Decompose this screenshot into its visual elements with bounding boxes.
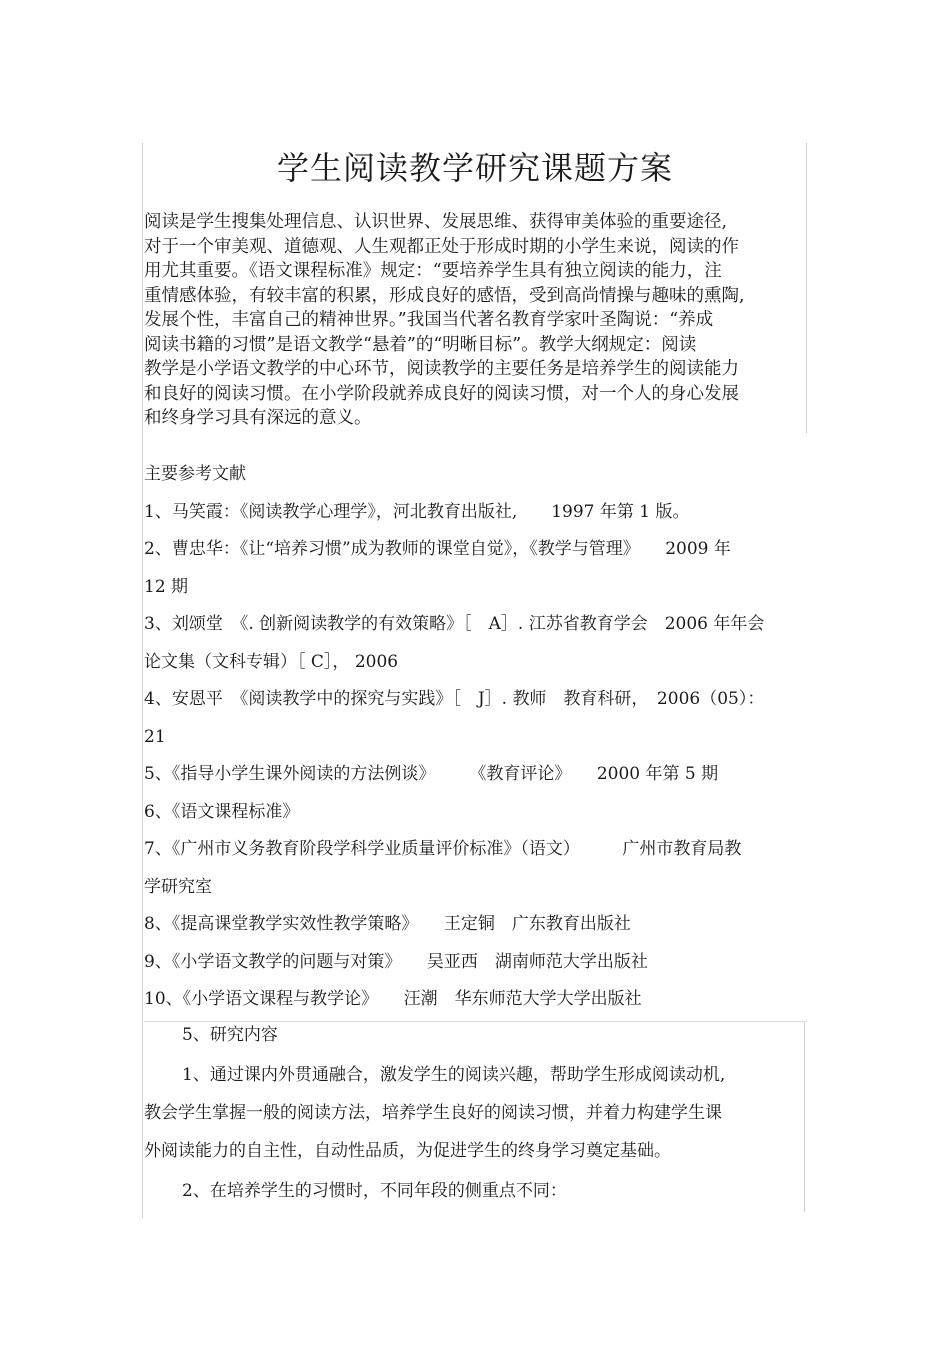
reference-line: 学研究室 (144, 876, 212, 897)
content-line: 外阅读能力的自主性，自动性品质，为促进学生的终身学习奠定基础。 (144, 1141, 671, 1161)
research-content-section (144, 1022, 764, 1210)
intro-line: 用尤其重要。《语文课程标准》规定：“要培养学生具有独立阅读的能力，注 (144, 261, 722, 281)
page-border-right-lower (804, 1022, 805, 1212)
intro-line: 和良好的阅读习惯。在小学阶段就养成良好的阅读习惯，对一个人的身心发展 (144, 383, 739, 404)
reference-line: 21 (144, 726, 166, 747)
reference-line: 8、《提高课堂教学实效性教学策略》 王定铜 广东教育出版社 (144, 914, 631, 934)
content-line: 2、在培养学生的习惯时，不同年段的侧重点不同： (182, 1181, 567, 1201)
content-line: 教会学生掌握一般的阅读方法，培养学生良好的阅读习惯，并着力构建学生课 (144, 1103, 722, 1123)
reference-line: 9、《小学语文教学的问题与对策》 吴亚西 湖南师范大学出版社 (144, 951, 648, 972)
intro-line: 发展个性，丰富自己的精神世界。”我国当代著名教育学家叶圣陶说：“养成 (144, 310, 714, 330)
reference-line: 5、《指导小学生课外阅读的方法例谈》 《教育评论》 2000 年第 5 期 (144, 764, 719, 784)
reference-line: 3、刘颂堂 《. 创新阅读教学的有效策略》［ A］. 江苏省教育学会 2006 年年会 (144, 614, 765, 634)
intro-line: 阅读是学生搜集处理信息、认识世界、发展思维、获得审美体验的重要途径, (144, 212, 728, 232)
references-section (144, 456, 808, 1019)
page-border-left (142, 143, 143, 1218)
reference-line: 论文集（文科专辑）［ C］， 2006 (144, 651, 399, 672)
intro-line: 教学是小学语文教学的中心环节，阅读教学的主要任务是培养学生的阅读能力 (144, 359, 739, 379)
reference-line: 12 期 (144, 576, 189, 597)
intro-line: 对于一个审美观、道德观、人生观都正处于形成时期的小学生来说，阅读的作 (144, 236, 739, 257)
reference-line: 4、安恩平 《阅读教学中的探究与实践》［ J］. 教师 教育科研， 2006（05）： (144, 689, 765, 709)
content-line: 1、通过课内外贯通融合，激发学生的阅读兴趣，帮助学生形成阅读动机, (182, 1065, 726, 1085)
reference-line: 2、曹忠华：《让“培养习惯”成为教师的课堂自觉》，《教学与管理》 2009 年 (144, 539, 731, 559)
reference-line: 7、《广州市义务教育阶段学科学业质量评价标准》（语文） 广州市教育局教 (144, 839, 742, 859)
reference-line: 10、《小学语文课程与教学论》 汪潮 华东师范大学大学出版社 (144, 989, 642, 1009)
intro-paragraph (144, 210, 764, 431)
document-title: 学生阅读教学研究课题方案 (276, 149, 673, 187)
reference-line: 6、《语文课程标准》 (144, 801, 300, 822)
intro-line: 阅读书籍的习惯”是语文教学“悬着”的“明晰目标”。教学大纲规定：阅读 (144, 334, 697, 355)
reference-line: 1、马笑霞：《阅读教学心理学》，河北教育出版社, 1997 年第 1 版。 (144, 501, 690, 522)
references-heading: 主要参考文献 (144, 464, 246, 484)
intro-line: 和终身学习具有深远的意义。 (144, 408, 372, 428)
section-heading: 5、研究内容 (182, 1025, 278, 1045)
intro-line: 重情感体验，有较丰富的积累，形成良好的感悟，受到高尚情操与趣味的熏陶, (144, 285, 745, 306)
